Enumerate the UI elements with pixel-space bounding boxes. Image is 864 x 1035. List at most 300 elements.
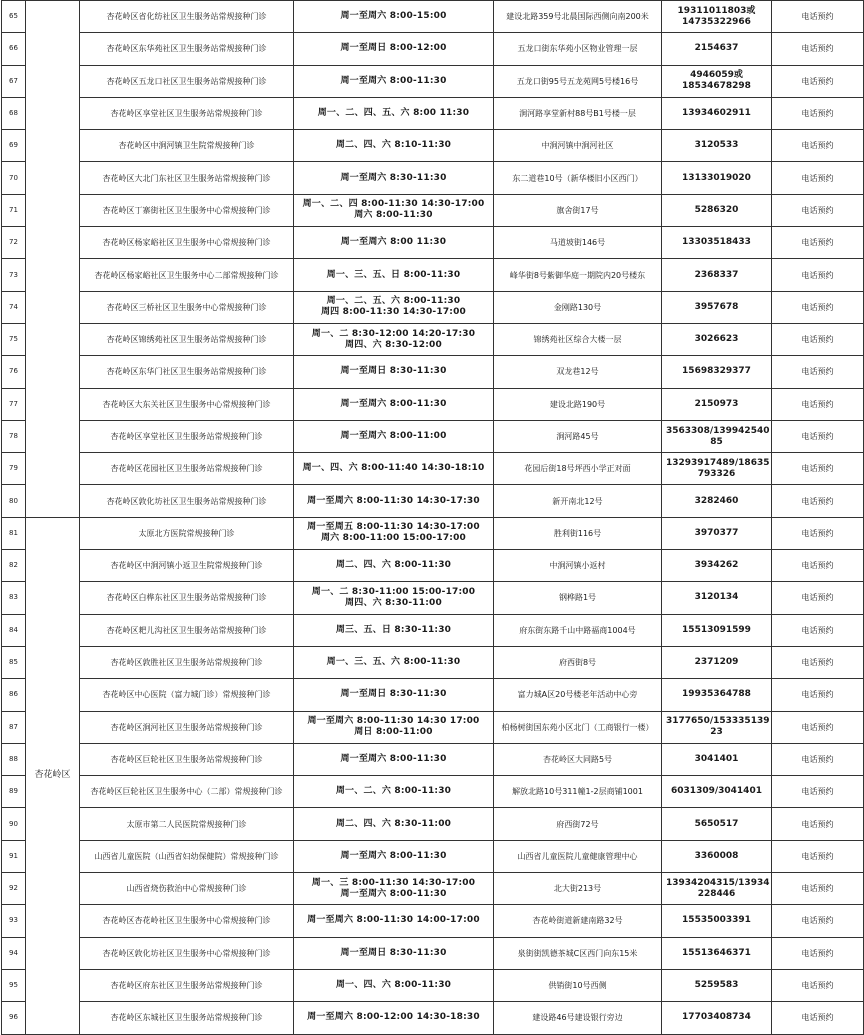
clinic-hours-line: 周一至周日 8:30-11:30 <box>340 689 447 700</box>
clinic-name: 杏花岭区中涧河镇小返卫生院常规接种门诊 <box>80 550 294 582</box>
clinic-phone <box>662 130 772 162</box>
clinic-name: 杏花岭区大北门东社区卫生服务站常规接种门诊 <box>80 162 294 194</box>
clinic-phone <box>662 356 772 388</box>
clinic-address: 花园后街18号坪西小学正对面 <box>494 453 662 485</box>
appointment-method: 电话预约 <box>772 227 864 259</box>
table-row <box>2 162 864 194</box>
clinic-phone <box>662 1 772 33</box>
appointment-method: 电话预约 <box>772 937 864 969</box>
clinic-phone <box>662 388 772 420</box>
clinic-hours <box>294 259 494 291</box>
clinic-name: 太原北方医院常规接种门诊 <box>80 517 294 549</box>
clinic-name: 杏花岭区巨轮社区卫生服务中心（二部）常规接种门诊 <box>80 776 294 808</box>
table-row <box>2 711 864 743</box>
clinic-hours <box>294 517 494 549</box>
clinic-phone <box>662 323 772 355</box>
clinic-phone-line: 15513646371 <box>682 947 751 958</box>
clinic-phone-line: 15535003391 <box>682 915 751 926</box>
row-number: 76 <box>2 356 26 388</box>
appointment-method: 电话预约 <box>772 582 864 614</box>
clinic-phone <box>662 776 772 808</box>
clinic-hours-line: 周一、三、五、六 8:00-11:30 <box>326 657 461 668</box>
clinic-hours-line: 周一至周六 8:00 11:30 <box>340 237 447 248</box>
clinic-address: 中涧河镇小返村 <box>494 550 662 582</box>
clinic-hours-line: 周一、二、四 8:00-11:30 14:30-17:00 <box>302 199 485 210</box>
table-row <box>2 808 864 840</box>
clinic-phone-line: 3026623 <box>694 334 739 345</box>
clinic-hours <box>294 420 494 452</box>
appointment-method: 电话预约 <box>772 614 864 646</box>
appointment-method: 电话预约 <box>772 291 864 323</box>
appointment-method: 电话预约 <box>772 969 864 1001</box>
clinic-address: 府东街东路千山中路福商1004号 <box>494 614 662 646</box>
clinic-phone-line: 23 <box>710 727 723 738</box>
appointment-method: 电话预约 <box>772 1002 864 1034</box>
clinic-hours <box>294 873 494 905</box>
table-row <box>2 550 864 582</box>
row-number: 93 <box>2 905 26 937</box>
clinic-phone-line: 18534678298 <box>682 81 751 92</box>
clinic-address: 旗舍街17号 <box>494 194 662 226</box>
table-row <box>2 453 864 485</box>
clinic-hours <box>294 1 494 33</box>
clinic-hours-line: 周一至周五 8:00-11:30 14:30-17:00 <box>307 522 480 533</box>
row-number: 74 <box>2 291 26 323</box>
appointment-method: 电话预约 <box>772 646 864 678</box>
row-number: 89 <box>2 776 26 808</box>
row-number: 86 <box>2 679 26 711</box>
clinic-hours <box>294 582 494 614</box>
clinic-phone <box>662 646 772 678</box>
clinic-name: 杏花岭区杨家峪社区卫生服务中心二部常规接种门诊 <box>80 259 294 291</box>
clinic-hours-line: 周一至周六 8:00-11:30 14:00-17:00 <box>307 915 480 926</box>
clinic-phone-line: 85 <box>710 436 723 447</box>
row-number: 83 <box>2 582 26 614</box>
clinic-hours <box>294 808 494 840</box>
clinic-hours <box>294 194 494 226</box>
clinic-hours-line: 周一、三 8:00-11:30 14:30-17:00 <box>311 877 476 888</box>
row-number: 96 <box>2 1002 26 1034</box>
clinic-name: 杏花岭区白桦东社区卫生服务站常规接种门诊 <box>80 582 294 614</box>
clinic-phone <box>662 905 772 937</box>
clinic-phone-line: 3970377 <box>694 527 739 538</box>
district-cell <box>26 1 80 518</box>
table-row <box>2 33 864 65</box>
clinic-phone-line: 4946059或 <box>690 70 743 81</box>
clinic-phone-line: 19935364788 <box>682 689 751 700</box>
clinic-hours-line: 周一至周六 8:00-11:30 <box>340 888 447 899</box>
clinic-phone-line: 3120134 <box>694 592 739 603</box>
clinic-name: 杏花岭区大东关社区卫生服务中心常规接种门诊 <box>80 388 294 420</box>
clinic-phone-line: 13133019020 <box>682 172 751 183</box>
clinic-phone-line: 3041401 <box>694 753 739 764</box>
table-row <box>2 873 864 905</box>
clinic-hours-line: 周一至周六 8:00-15:00 <box>340 11 447 22</box>
clinic-hours-line: 周六 8:00-11:00 15:00-17:00 <box>320 533 467 544</box>
appointment-method: 电话预约 <box>772 711 864 743</box>
clinic-phone <box>662 679 772 711</box>
clinic-phone <box>662 65 772 97</box>
clinic-phone <box>662 743 772 775</box>
clinic-name: 杏花岭区东华苑社区卫生服务站常规接种门诊 <box>80 33 294 65</box>
table-row <box>2 356 864 388</box>
clinic-phone <box>662 582 772 614</box>
clinic-phone <box>662 97 772 129</box>
clinic-phone-line: 5259583 <box>694 980 739 991</box>
table-row <box>2 937 864 969</box>
clinic-address: 解放北路10号311幢1-2层商铺1001 <box>494 776 662 808</box>
clinic-hours-line: 周三、五、日 8:30-11:30 <box>335 624 452 635</box>
appointment-method: 电话预约 <box>772 65 864 97</box>
clinic-hours-line: 周一、三、五、日 8:00-11:30 <box>326 269 461 280</box>
clinic-phone-line: 19311011803或 <box>677 5 756 16</box>
row-number: 82 <box>2 550 26 582</box>
table-row <box>2 905 864 937</box>
clinic-hours-line: 周一、四、六 8:00-11:30 <box>335 980 452 991</box>
clinic-hours <box>294 162 494 194</box>
row-number: 67 <box>2 65 26 97</box>
clinic-hours <box>294 130 494 162</box>
clinic-phone-line: 3120533 <box>694 140 739 151</box>
table-row <box>2 388 864 420</box>
clinic-name: 杏花岭区享堂社区卫生服务站常规接种门诊 <box>80 97 294 129</box>
row-number: 71 <box>2 194 26 226</box>
clinic-hours <box>294 646 494 678</box>
clinic-name: 杏花岭区敦化坊社区卫生服务中心常规接种门诊 <box>80 937 294 969</box>
row-number: 77 <box>2 388 26 420</box>
clinic-phone-line: 2154637 <box>694 43 739 54</box>
clinic-hours <box>294 33 494 65</box>
row-number: 69 <box>2 130 26 162</box>
row-number: 87 <box>2 711 26 743</box>
clinic-address: 杏花岭区大同路5号 <box>494 743 662 775</box>
appointment-method: 电话预约 <box>772 679 864 711</box>
clinic-address: 柏杨树街国东苑小区北门（工商银行一楼） <box>494 711 662 743</box>
clinic-hours-line: 周一至周六 8:00-11:00 <box>340 431 447 441</box>
clinic-phone <box>662 969 772 1001</box>
clinic-address: 新开南北12号 <box>494 485 662 517</box>
clinic-address: 锦绣苑社区综合大楼一层 <box>494 323 662 355</box>
row-number: 75 <box>2 323 26 355</box>
appointment-method: 电话预约 <box>772 388 864 420</box>
clinic-hours <box>294 969 494 1001</box>
clinic-phone-line: 3177650/153335139 <box>666 716 770 727</box>
table-row <box>2 291 864 323</box>
table-row <box>2 130 864 162</box>
clinic-hours <box>294 323 494 355</box>
clinic-name: 杏花岭区中心医院（富力城门诊）常规接种门诊 <box>80 679 294 711</box>
clinic-phone-line: 15513091599 <box>682 624 751 635</box>
table-row <box>2 582 864 614</box>
clinic-phone <box>662 33 772 65</box>
clinic-phone <box>662 873 772 905</box>
clinic-hours <box>294 776 494 808</box>
clinic-phone-line: 13303518433 <box>682 237 751 248</box>
appointment-method: 电话预约 <box>772 356 864 388</box>
clinic-phone-line: 5650517 <box>694 818 739 829</box>
clinic-hours-line: 周一、二 8:30-12:00 14:20-17:30 <box>311 328 476 339</box>
appointment-method: 电话预约 <box>772 453 864 485</box>
clinic-phone <box>662 162 772 194</box>
clinic-hours-line: 周一至周六 8:00-11:30 14:30-17:30 <box>307 495 480 506</box>
row-number: 73 <box>2 259 26 291</box>
row-number: 94 <box>2 937 26 969</box>
clinic-phone-line: 228446 <box>697 888 736 899</box>
clinic-address: 供销街10号西侧 <box>494 969 662 1001</box>
clinic-phone-line: 15698329377 <box>682 366 751 377</box>
clinic-name: 杏花岭区丁寨街社区卫生服务中心常规接种门诊 <box>80 194 294 226</box>
appointment-method: 电话预约 <box>772 130 864 162</box>
clinic-hours-line: 周一、二、六 8:00-11:30 <box>335 786 452 797</box>
clinic-hours-line: 周一、二、五、六 8:00-11:30 <box>326 296 461 307</box>
clinic-phone <box>662 614 772 646</box>
clinic-hours <box>294 291 494 323</box>
clinic-phone <box>662 711 772 743</box>
clinic-address: 钢桦路1号 <box>494 582 662 614</box>
district-cell: 杏花岭区 <box>26 517 80 1034</box>
clinic-address: 涧河路享堂新村88号B1号楼一层 <box>494 97 662 129</box>
clinic-hours <box>294 679 494 711</box>
appointment-method: 电话预约 <box>772 485 864 517</box>
table-row <box>2 65 864 97</box>
table-row <box>2 485 864 517</box>
table-row <box>2 1 864 33</box>
clinic-hours <box>294 743 494 775</box>
row-number: 79 <box>2 453 26 485</box>
clinic-address: 双龙巷12号 <box>494 356 662 388</box>
clinic-hours <box>294 711 494 743</box>
clinic-phone <box>662 808 772 840</box>
clinic-address: 五龙口街95号五龙苑网5号楼16号 <box>494 65 662 97</box>
clinic-phone <box>662 550 772 582</box>
row-number: 66 <box>2 33 26 65</box>
row-number: 70 <box>2 162 26 194</box>
clinic-hours <box>294 227 494 259</box>
clinic-hours <box>294 356 494 388</box>
clinic-phone <box>662 840 772 872</box>
clinic-name: 杏花岭区省化纺社区卫生服务站常规接种门诊 <box>80 1 294 33</box>
clinic-phone-line: 3957678 <box>694 301 739 312</box>
clinic-address: 山西省儿童医院儿童健康管理中心 <box>494 840 662 872</box>
clinic-hours-line: 周二、四、六 8:30-11:00 <box>335 818 452 829</box>
clinic-phone-line: 13934602911 <box>682 108 751 119</box>
clinic-phone <box>662 227 772 259</box>
appointment-method: 电话预约 <box>772 840 864 872</box>
clinic-hours <box>294 905 494 937</box>
appointment-method: 电话预约 <box>772 776 864 808</box>
clinic-name: 杏花岭区五龙口社区卫生服务站常规接种门诊 <box>80 65 294 97</box>
clinic-name: 杏花岭区杏花岭社区卫生服务中心常规接种门诊 <box>80 905 294 937</box>
vaccination-clinic-table <box>1 0 864 1035</box>
table-row <box>2 194 864 226</box>
table-row <box>2 259 864 291</box>
clinic-phone <box>662 259 772 291</box>
appointment-method: 电话预约 <box>772 33 864 65</box>
clinic-name: 杏花岭区杨家峪社区卫生服务中心常规接种门诊 <box>80 227 294 259</box>
appointment-method: 电话预约 <box>772 323 864 355</box>
clinic-hours-line: 周四 8:00-11:30 14:30-17:00 <box>320 307 467 318</box>
row-number: 88 <box>2 743 26 775</box>
clinic-hours <box>294 614 494 646</box>
clinic-address: 峰华街8号紫御华庭一期院内20号楼东 <box>494 259 662 291</box>
clinic-address: 建设路46号建设银行旁边 <box>494 1002 662 1034</box>
clinic-hours <box>294 550 494 582</box>
clinic-name: 杏花岭区中涧河镇卫生院常规接种门诊 <box>80 130 294 162</box>
clinic-hours-line: 周一、四、六 8:00-11:40 14:30-18:10 <box>302 463 485 474</box>
clinic-address: 建设北路359号北晨国际西侧向南200米 <box>494 1 662 33</box>
clinic-name: 杏花岭区敦化坊社区卫生服务站常规接种门诊 <box>80 485 294 517</box>
clinic-name: 杏花岭区府东社区卫生服务站常规接种门诊 <box>80 969 294 1001</box>
clinic-hours-line: 周一至周六 8:00-11:30 <box>340 75 447 86</box>
clinic-address: 中涧河镇中涧河社区 <box>494 130 662 162</box>
clinic-name: 杏花岭区涧河社区卫生服务站常规接种门诊 <box>80 711 294 743</box>
clinic-address: 胜利街116号 <box>494 517 662 549</box>
clinic-address: 富力城A区20号楼老年活动中心旁 <box>494 679 662 711</box>
clinic-phone-line: 5286320 <box>694 204 739 215</box>
appointment-method: 电话预约 <box>772 517 864 549</box>
appointment-method: 电话预约 <box>772 259 864 291</box>
table-row <box>2 1002 864 1034</box>
clinic-phone <box>662 937 772 969</box>
clinic-hours <box>294 453 494 485</box>
clinic-hours-line: 周一至周六 8:00-11:30 <box>340 398 447 409</box>
appointment-method: 电话预约 <box>772 162 864 194</box>
clinic-hours-line: 周二、四、六 8:10-11:30 <box>335 140 452 151</box>
clinic-hours-line: 周一至周日 8:00-12:00 <box>340 43 447 54</box>
appointment-method: 电话预约 <box>772 550 864 582</box>
row-number: 80 <box>2 485 26 517</box>
table-row <box>2 840 864 872</box>
clinic-phone <box>662 420 772 452</box>
clinic-address: 金刚路130号 <box>494 291 662 323</box>
clinic-phone-line: 2371209 <box>694 657 739 668</box>
appointment-method: 电话预约 <box>772 905 864 937</box>
table-row <box>2 743 864 775</box>
clinic-name: 杏花岭区东城社区卫生服务站常规接种门诊 <box>80 1002 294 1034</box>
row-number: 85 <box>2 646 26 678</box>
clinic-phone-line: 3282460 <box>694 495 739 506</box>
row-number: 95 <box>2 969 26 1001</box>
clinic-hours <box>294 1002 494 1034</box>
clinic-phone-line: 2368337 <box>694 269 739 280</box>
clinic-phone-line: 3360008 <box>694 850 739 861</box>
clinic-address: 北大街213号 <box>494 873 662 905</box>
clinic-hours-line: 周一至周日 8:30-11:30 <box>340 947 447 958</box>
row-number: 78 <box>2 420 26 452</box>
appointment-method: 电话预约 <box>772 97 864 129</box>
clinic-hours <box>294 485 494 517</box>
clinic-phone-line: 3934262 <box>694 560 739 571</box>
clinic-hours <box>294 388 494 420</box>
row-number: 92 <box>2 873 26 905</box>
clinic-name: 山西省儿童医院（山西省妇幼保健院）常规接种门诊 <box>80 840 294 872</box>
clinic-hours-line: 周一至周六 8:00-12:00 14:30-18:30 <box>307 1012 480 1023</box>
clinic-name: 山西省烧伤救治中心常规接种门诊 <box>80 873 294 905</box>
table-row <box>2 420 864 452</box>
row-number: 91 <box>2 840 26 872</box>
clinic-hours-line: 周一、二 8:30-11:00 15:00-17:00 <box>311 586 476 597</box>
table-row <box>2 969 864 1001</box>
clinic-hours-line: 周一、二、四、五、六 8:00 11:30 <box>317 108 470 119</box>
clinic-hours-line: 周一至周六 8:00-11:30 <box>340 753 447 764</box>
clinic-phone <box>662 517 772 549</box>
clinic-phone <box>662 194 772 226</box>
clinic-address: 建设北路190号 <box>494 388 662 420</box>
row-number: 84 <box>2 614 26 646</box>
clinic-hours-line: 周六 8:00-11:30 <box>354 210 433 221</box>
clinic-hours-line: 周四、六 8:30-12:00 <box>345 339 442 350</box>
clinic-address: 涧河路45号 <box>494 420 662 452</box>
table-row <box>2 323 864 355</box>
clinic-address: 府西街8号 <box>494 646 662 678</box>
clinic-hours-line: 周四、六 8:30-11:00 <box>345 597 442 608</box>
clinic-hours-line: 周一至周六 8:30-11:30 <box>340 172 447 183</box>
clinic-hours <box>294 840 494 872</box>
row-number: 72 <box>2 227 26 259</box>
clinic-address: 杏花岭街道新建南路32号 <box>494 905 662 937</box>
clinic-phone-line: 13934204315/13934 <box>666 877 770 888</box>
clinic-hours <box>294 937 494 969</box>
row-number: 65 <box>2 1 26 33</box>
clinic-phone <box>662 453 772 485</box>
clinic-address: 五龙口街东华苑小区物业管理一层 <box>494 33 662 65</box>
table-row <box>2 646 864 678</box>
clinic-address: 泉街街凯德茶城C区西门向东15米 <box>494 937 662 969</box>
clinic-phone <box>662 291 772 323</box>
clinic-hours-line: 周二、四、六 8:00-11:30 <box>335 560 452 571</box>
table-row <box>2 614 864 646</box>
clinic-name: 太原市第二人民医院常规接种门诊 <box>80 808 294 840</box>
table-row <box>2 517 864 549</box>
table-row <box>2 679 864 711</box>
clinic-name: 杏花岭区巨轮社区卫生服务站常规接种门诊 <box>80 743 294 775</box>
clinic-name: 杏花岭区耙儿沟社区卫生服务站常规接种门诊 <box>80 614 294 646</box>
clinic-phone-line: 2150973 <box>694 398 739 409</box>
clinic-phone-line: 793326 <box>697 468 736 479</box>
clinic-phone-line: 14735322966 <box>682 16 751 27</box>
clinic-hours <box>294 97 494 129</box>
clinic-name: 杏花岭区花园社区卫生服务站常规接种门诊 <box>80 453 294 485</box>
clinic-phone-line: 17703408734 <box>682 1012 751 1023</box>
appointment-method: 电话预约 <box>772 743 864 775</box>
clinic-name: 杏花岭区东华门社区卫生服务站常规接种门诊 <box>80 356 294 388</box>
appointment-method: 电话预约 <box>772 420 864 452</box>
appointment-method: 电话预约 <box>772 873 864 905</box>
table-row <box>2 776 864 808</box>
clinic-address: 马道坡街146号 <box>494 227 662 259</box>
clinic-phone-line: 6031309/3041401 <box>671 786 762 797</box>
clinic-phone <box>662 1002 772 1034</box>
clinic-name: 杏花岭区敦胜社区卫生服务站常规接种门诊 <box>80 646 294 678</box>
clinic-hours-line: 周一至周六 8:00-11:30 <box>340 850 447 861</box>
appointment-method: 电话预约 <box>772 808 864 840</box>
clinic-name: 杏花岭区三桥社区卫生服务中心常规接种门诊 <box>80 291 294 323</box>
row-number: 81 <box>2 517 26 549</box>
clinic-hours-line: 周一至周六 8:00-11:30 14:30 17:00 <box>307 716 480 727</box>
table-row <box>2 97 864 129</box>
clinic-hours-line: 周日 8:00-11:00 <box>354 727 433 738</box>
appointment-method: 电话预约 <box>772 194 864 226</box>
clinic-phone-line: 3563308/139942540 <box>666 425 770 436</box>
clinic-address: 府西街72号 <box>494 808 662 840</box>
clinic-name: 杏花岭区锦绣苑社区卫生服务站常规接种门诊 <box>80 323 294 355</box>
clinic-phone <box>662 485 772 517</box>
clinic-address: 东二道巷10号（新华楼旧小区西门） <box>494 162 662 194</box>
clinic-hours <box>294 65 494 97</box>
row-number: 68 <box>2 97 26 129</box>
appointment-method: 电话预约 <box>772 1 864 33</box>
table-body <box>2 1 864 1035</box>
